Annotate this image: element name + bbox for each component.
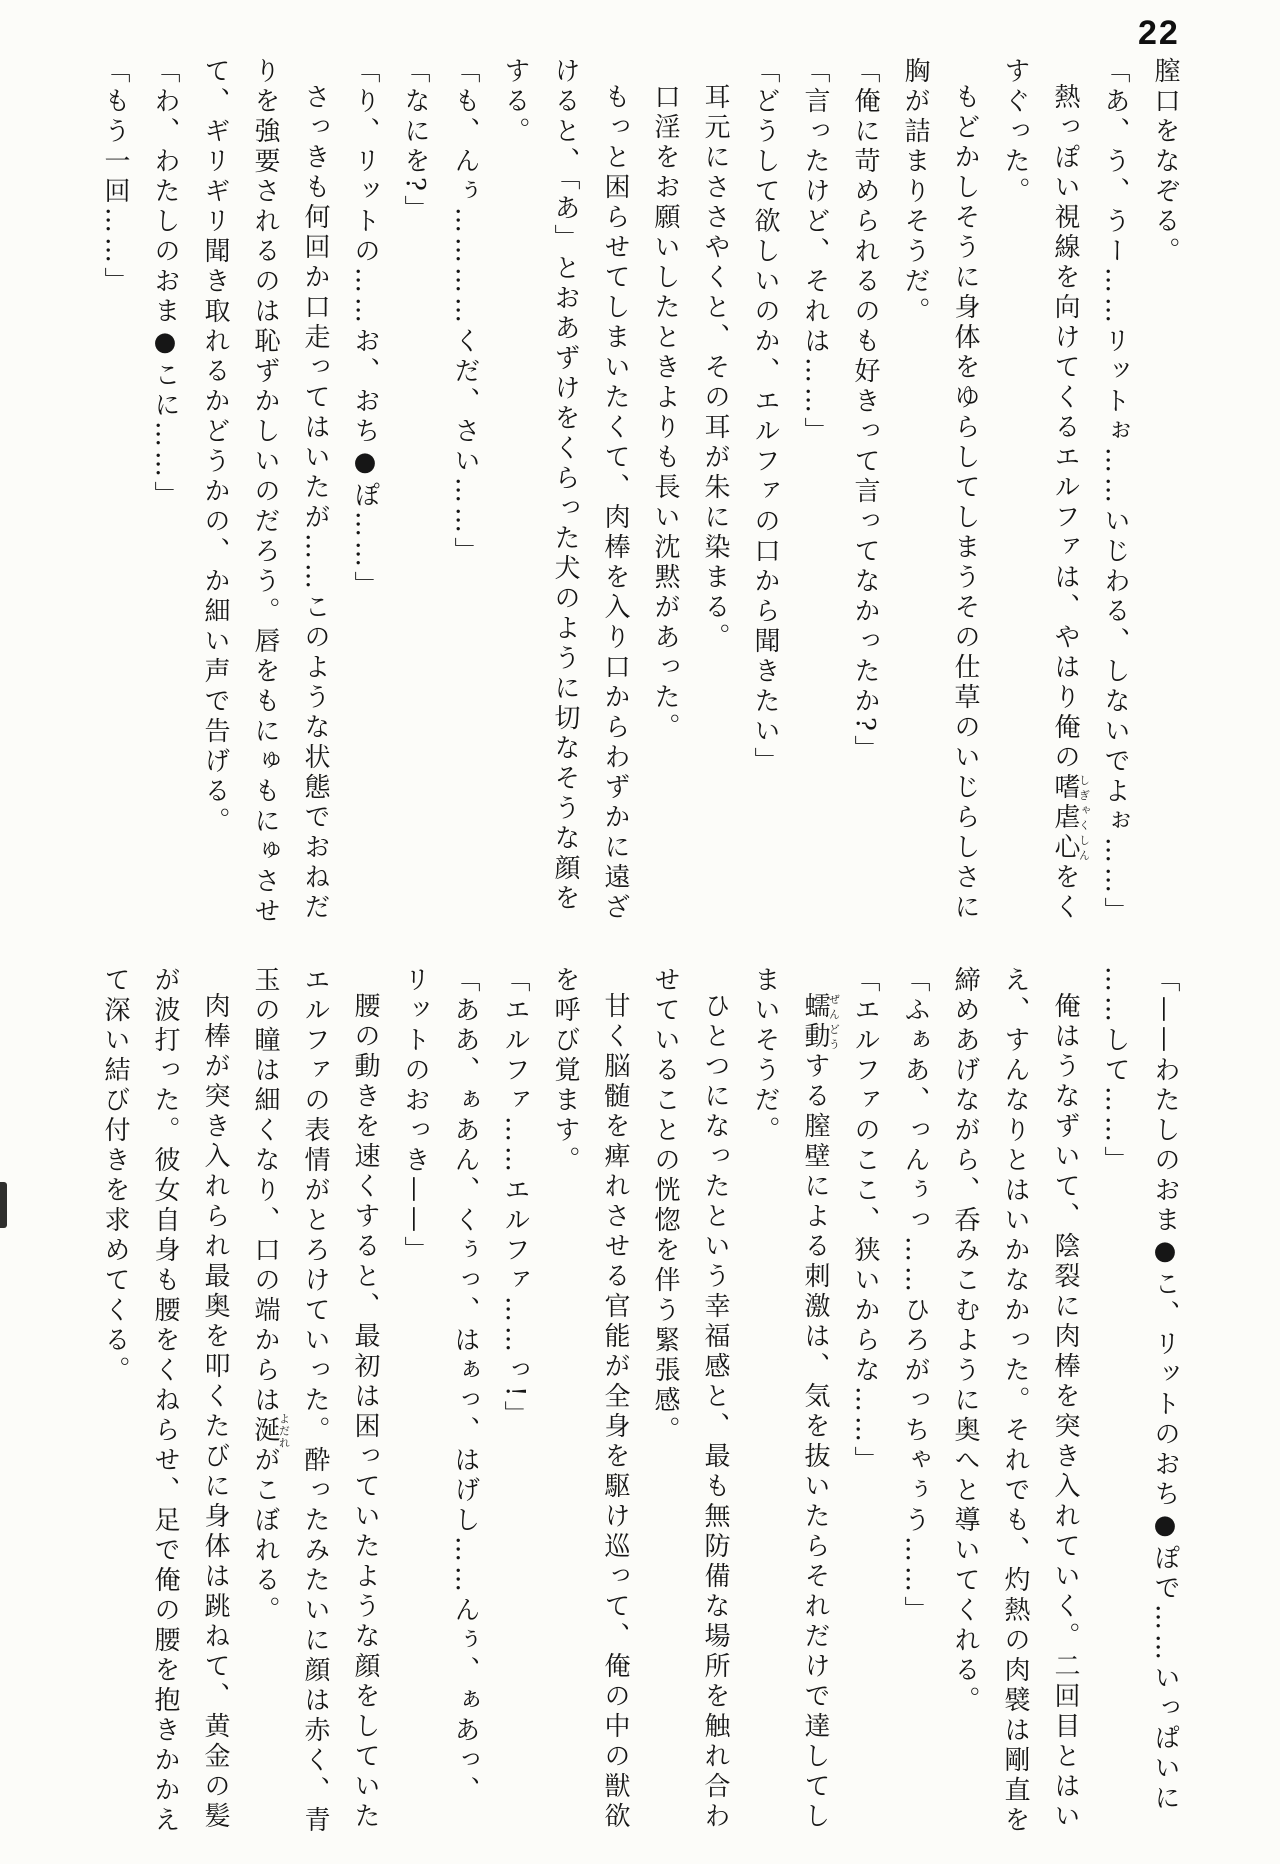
text-line: する。 (500, 57, 530, 147)
scan-artifact (0, 1182, 7, 1228)
text-line: 玉の瞳は細くなり、口の端からは涎よだれがこぼれる。 (250, 966, 291, 1626)
text-band-upper (86, 57, 1190, 935)
text-line: 「エルファ……エルファ……っ!」 (500, 966, 530, 1431)
text-line: 俺はうなずいて、陰裂に肉棒を突き入れていく。二回目とはい (1050, 992, 1080, 1832)
text-line: 「わ、わたしのおま●こに……」 (150, 57, 180, 511)
text-line: 胸が詰まりそうだ。 (900, 57, 930, 327)
text-band-lower (86, 966, 1190, 1844)
page-number: 22 (1138, 14, 1180, 52)
text-line: 耳元にささやくと、その耳が朱に染まる。 (700, 83, 730, 653)
text-line: 膣口をなぞる。 (1150, 57, 1180, 267)
text-line: 「どうして欲しいのか、エルファの口から聞きたい」 (750, 57, 780, 777)
text-line: て深い結び付きを求めてくる。 (100, 966, 130, 1386)
text-line: せていることの恍惚を伴う緊張感。 (650, 966, 680, 1446)
text-line: 熱っぽい視線を向けてくるエルファは、やはり俺の嗜虐心しぎゃくしんをく (1050, 83, 1091, 923)
text-line: 「俺に苛められるのも好きって言ってなかったか?」 (850, 57, 880, 765)
text-line: 「もう一回……」 (100, 57, 130, 297)
text-line: さっきも何回か口走ってはいたが……このような状態でおねだ (300, 83, 330, 923)
text-line: 「り、リットの……お、おち●ぽ……」 (350, 57, 380, 601)
text-line: けると、「あ」とおあずけをくらった犬のように切なそうな顔を (550, 57, 580, 914)
text-line: すぐった。 (1000, 57, 1030, 207)
text-line: 「も、んぅ…………くだ、さい……」 (450, 57, 480, 567)
text-line: 肉棒が突き入れられ最奥を叩くたびに身体は跳ねて、黄金の髪 (200, 992, 230, 1832)
text-line: 締めあげながら、呑みこむように奥へと導いてくれる。 (950, 966, 980, 1716)
text-line: まいそうだ。 (750, 966, 780, 1146)
text-line: 「ふぁあ、っんぅっ……ひろがっちゃぅう……」 (900, 966, 930, 1626)
text-line: もどかしそうに身体をゆらしてしまうその仕草のいじらしさに (950, 83, 980, 923)
text-line: もっと困らせてしまいたくて、肉棒を入り口からわずかに遠ざ (600, 83, 630, 923)
text-line: リットのおっき——」 (400, 966, 430, 1266)
text-line: りを強要されるのは恥ずかしいのだろう。唇をもにゅもにゅさせ (250, 57, 280, 927)
text-line: 口淫をお願いしたときよりも長い沈黙があった。 (650, 83, 680, 743)
text-line: ひとつになったという幸福感と、最も無防備な場所を触れ合わ (700, 992, 730, 1832)
text-line: 蠕動ぜんどうする膣壁による刺激は、気を抜いたらそれだけで達してし (800, 992, 841, 1832)
text-line: 「なにを?」 (400, 57, 430, 225)
text-line: が波打った。彼女自身も腰をくねらせ、足で俺の腰を抱きかかえ (150, 966, 180, 1836)
text-line: 「——わたしのおま●こ、リットのおち●ぽで……いっぱいに (1150, 966, 1180, 1814)
text-line: て、ギリギリ聞き取れるかどうかの、か細い声で告げる。 (200, 57, 230, 837)
text-line: 「エルファのここ、狭いからな……」 (850, 966, 880, 1476)
text-line: 「あ、う、うー……リットぉ……いじわる、しないでよぉ……」 (1100, 57, 1130, 927)
text-line: 甘く脳髄を痺れさせる官能が全身を駆け巡って、俺の中の獣欲 (600, 992, 630, 1832)
text-line: 「言ったけど、それは……」 (800, 57, 830, 447)
text-line: ……して……」 (1100, 966, 1130, 1176)
text-line: を呼び覚ます。 (550, 966, 580, 1176)
text-line: 「ああ、ぁあん、くぅっ、はぁっ、はげし……んぅ、ぁあっ、 (450, 966, 480, 1806)
text-line: 腰の動きを速くすると、最初は困っていたような顔をしていた (350, 992, 380, 1832)
text-line: え、すんなりとはいかなかった。それでも、灼熱の肉襞は剛直を (1000, 966, 1030, 1836)
text-line: エルファの表情がとろけていった。酔ったみたいに顔は赤く、青 (300, 966, 330, 1836)
